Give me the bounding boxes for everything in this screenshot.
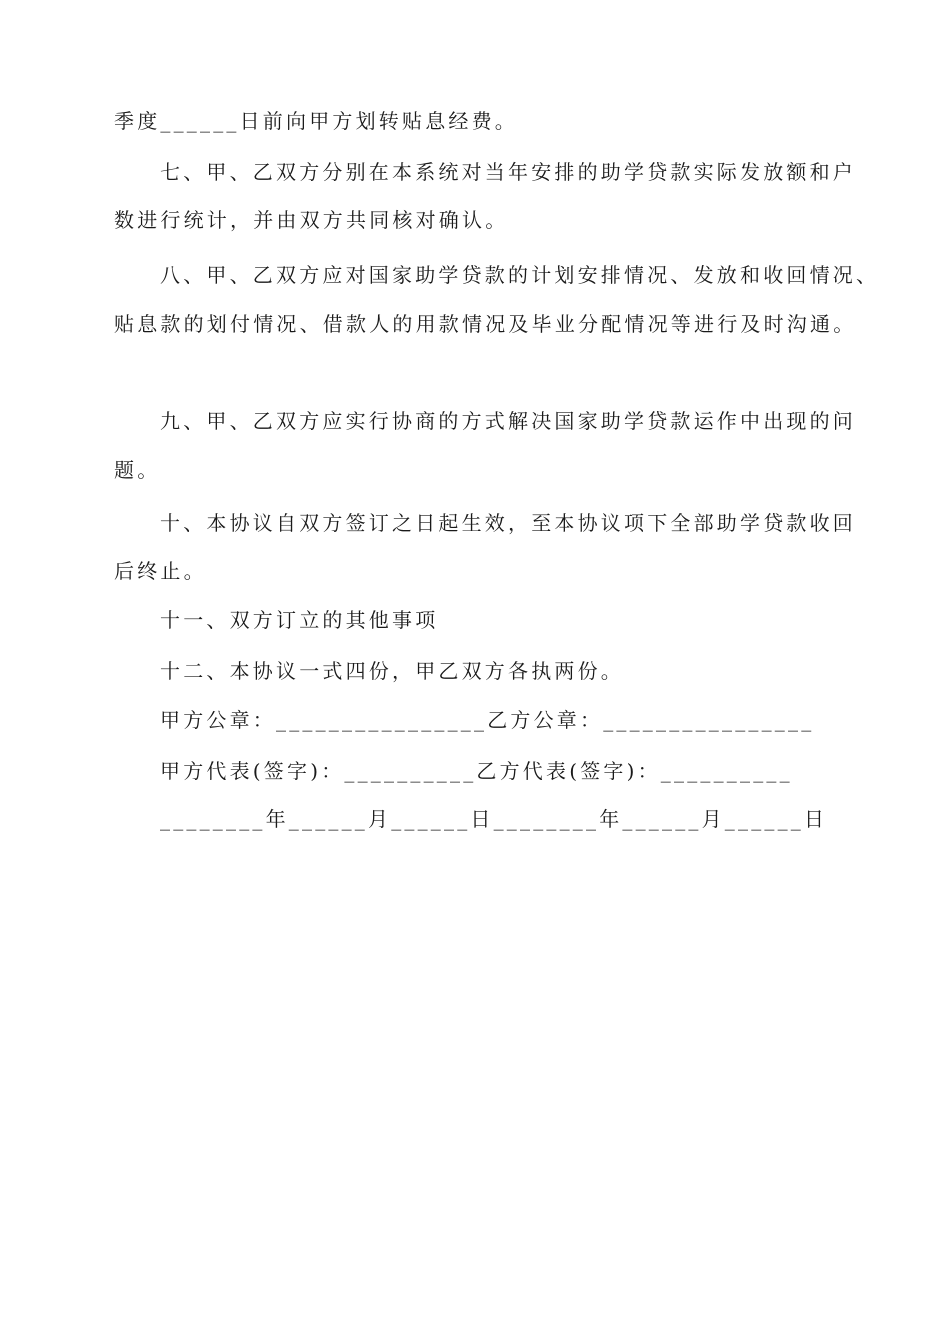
clause-8-line-1: 八、甲、乙双方应对国家助学贷款的计划安排情况、发放和收回情况、	[160, 263, 880, 287]
representative-signature-line: 甲方代表(签字)：__________乙方代表(签字)：__________	[160, 759, 793, 783]
clause-10-line-2: 后终止。	[114, 559, 207, 583]
clause-10-line-1: 十、本协议自双方签订之日起生效，至本协议项下全部助学贷款收回	[160, 511, 856, 535]
clause-8-line-2: 贴息款的划付情况、借款人的用款情况及毕业分配情况等进行及时沟通。	[114, 312, 857, 336]
clause-9-line-2: 题。	[114, 458, 161, 482]
clause-7-line-1: 七、甲、乙双方分别在本系统对当年安排的助学贷款实际发放额和户	[160, 160, 856, 184]
seal-line: 甲方公章：________________乙方公章：________________	[160, 708, 815, 732]
clause-7-line-2: 数进行统计，并由双方共同核对确认。	[114, 208, 509, 232]
clause-9-line-1: 九、甲、乙双方应实行协商的方式解决国家助学贷款运作中出现的问	[160, 409, 856, 433]
date-line: ________年______月______日________年______月______日	[160, 807, 828, 831]
paragraph-6-continuation: 季度______日前向甲方划转贴息经费。	[114, 109, 518, 133]
clause-12: 十二、本协议一式四份，甲乙双方各执两份。	[160, 659, 624, 683]
clause-11: 十一、双方订立的其他事项	[160, 608, 439, 632]
